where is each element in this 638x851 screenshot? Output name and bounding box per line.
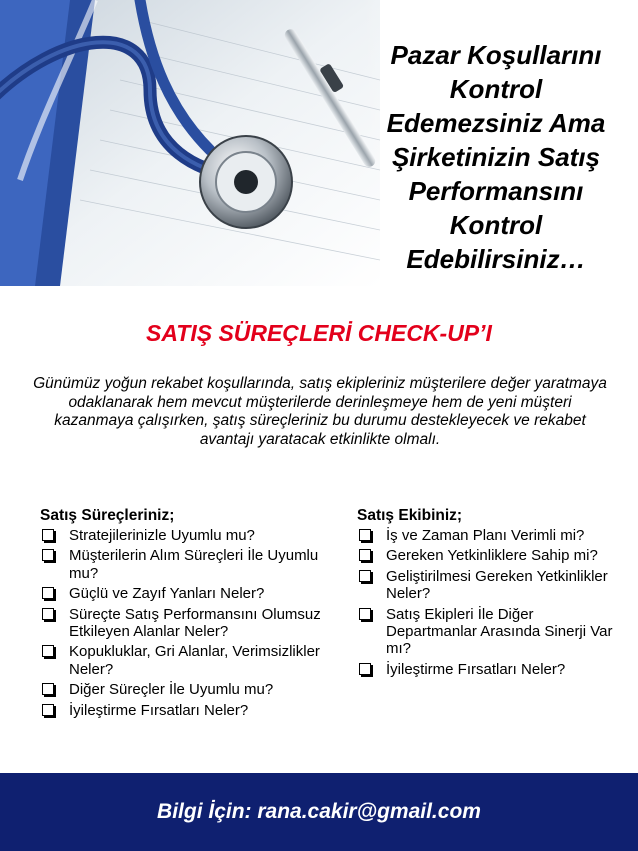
checklist <box>40 527 330 719</box>
checkbox-bullet-icon <box>359 529 371 541</box>
list-item: Satış Ekipleri İle Diğer Departmanlar Arasında Sinerji Var mı? <box>357 606 619 658</box>
checklist <box>357 527 619 678</box>
headline-line: Edemezsiniz Ama <box>386 108 606 138</box>
list-item: Geliştirilmesi Gereken Yetkinlikler Neler? <box>357 568 619 603</box>
headline-line: Performansını <box>408 176 584 206</box>
checkbox-bullet-icon <box>359 663 371 675</box>
list-item: Gereken Yetkinliklere Sahip mi? <box>357 547 619 564</box>
checkbox-bullet-icon <box>359 549 371 561</box>
checkbox-bullet-icon <box>359 570 371 582</box>
sales-processes-column <box>40 507 330 722</box>
list-item: İyileştirme Fırsatları Neler? <box>357 661 619 678</box>
list-item: Müşterilerin Alım Süreçleri İle Uyumlu mu? <box>40 547 330 582</box>
list-item: Diğer Süreçler İle Uyumlu mu? <box>40 681 330 698</box>
headline-line: Kontrol <box>449 74 543 104</box>
checkbox-bullet-icon <box>42 608 54 620</box>
headline <box>360 38 632 276</box>
checkbox-bullet-icon <box>359 608 371 620</box>
headline-line: Edebilirsiniz… <box>406 244 586 274</box>
list-item: Güçlü ve Zayıf Yanları Neler? <box>40 585 330 602</box>
checkbox-bullet-icon <box>42 683 54 695</box>
list-item: İş ve Zaman Planı Verimli mi? <box>357 527 619 544</box>
headline-line: Kontrol <box>449 210 543 240</box>
checkbox-bullet-icon <box>42 549 54 561</box>
column-heading: Satış Süreçleriniz; <box>40 507 175 524</box>
list-item: Stratejilerinizle Uyumlu mu? <box>40 527 330 544</box>
list-item: İyileştirme Fırsatları Neler? <box>40 702 330 719</box>
intro-paragraph: Günümüz yoğun rekabet koşullarında, satış ekipleriniz müşterilere değer yaratmaya odaklanarak hem mevcut müşterilerde derinleşmeye hem de yeni müşteri kazanmaya çalışırken, şatış süreçleriniz bu durumu destekleyecek ve rekabet avantajı yaratacak etkinlikte olmalı. <box>33 375 607 448</box>
column-heading: Satış Ekibiniz; <box>357 507 463 524</box>
checkbox-bullet-icon <box>42 529 54 541</box>
checkbox-bullet-icon <box>42 704 54 716</box>
list-item: Süreçte Satış Performansını Olumsuz Etkileyen Alanlar Neler? <box>40 606 330 641</box>
sales-team-column <box>357 507 619 681</box>
checkbox-bullet-icon <box>42 645 54 657</box>
headline-line: Şirketinizin Satış <box>391 142 601 172</box>
page-title: SATIŞ SÜREÇLERİ CHECK-UP’I <box>146 320 492 346</box>
contact-email[interactable]: Bilgi İçin: rana.cakir@gmail.com <box>157 800 481 823</box>
headline-line: Pazar Koşullarını <box>390 40 602 70</box>
footer-bar <box>0 773 638 851</box>
list-item: Kopukluklar, Gri Alanlar, Verimsizlikler Neler? <box>40 643 330 678</box>
checkbox-bullet-icon <box>42 587 54 599</box>
